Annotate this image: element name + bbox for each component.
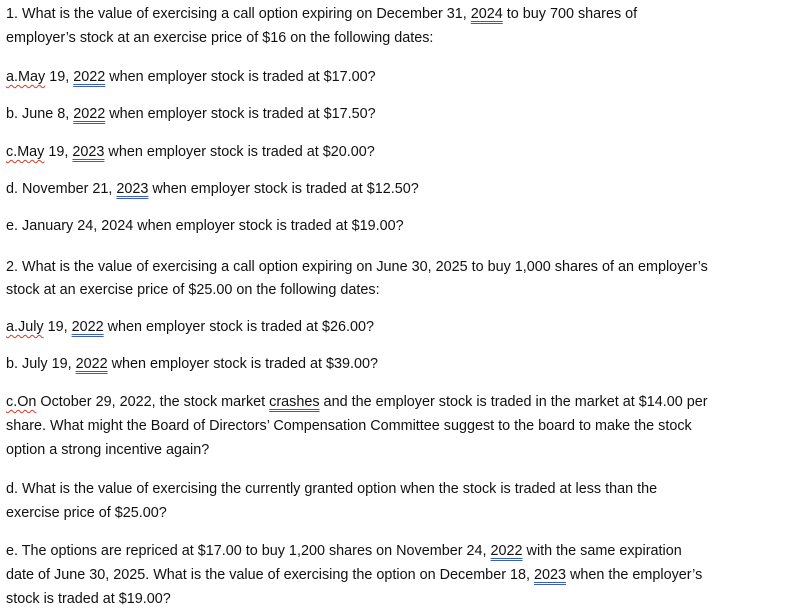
q2-item-b xyxy=(6,354,378,374)
q2-item-d-line-1: d. What is the value of exercising the currently granted option when the stock is traded at less than the xyxy=(6,481,658,497)
q1-a-rest: when employer stock is traded at $17.00? xyxy=(105,69,376,85)
q2-e-year-1: 2022 xyxy=(490,543,523,559)
q2-b-year: 2022 xyxy=(75,356,108,372)
q2-e-text-2-end: when the employer’s xyxy=(566,567,703,583)
q1-item-c xyxy=(6,142,375,162)
q2-item-c-line-3: option a strong incentive again? xyxy=(6,442,210,458)
q1-intro-line-1 xyxy=(6,4,637,24)
q2-item-e-line-1 xyxy=(6,541,682,561)
q2-e-year-2: 2023 xyxy=(534,567,567,583)
q1-intro-line-2: employer’s stock at an exercise price of $16 on the following dates: xyxy=(6,30,434,46)
q2-item-c-line-1 xyxy=(6,392,708,412)
q1-item-a xyxy=(6,67,376,87)
q1-c-year: 2023 xyxy=(72,144,105,160)
q2-a-year: 2022 xyxy=(71,319,104,335)
q2-a-rest: when employer stock is traded at $26.00? xyxy=(103,319,375,335)
q1-a-year: 2022 xyxy=(73,69,106,85)
q2-c-prefix: c.On xyxy=(6,394,37,410)
q2-e-text-2: date of June 30, 2025. What is the value of exercising the option on December 18, xyxy=(6,567,534,583)
q2-a-day: 19, xyxy=(43,319,72,335)
q1-c-day: 19, xyxy=(44,144,73,160)
q2-b-rest: when employer stock is traded at $39.00? xyxy=(107,356,378,372)
q1-c-rest: when employer stock is traded at $20.00? xyxy=(104,144,375,160)
q2-item-e-line-2 xyxy=(6,565,702,585)
q1-a-day: 19, xyxy=(45,69,74,85)
q2-intro-line-2: stock at an exercise price of $25.00 on the following dates: xyxy=(6,282,380,298)
q1-item-e: e. January 24, 2024 when employer stock is traded at $19.00? xyxy=(6,218,404,234)
q1-intro-text-end: to buy 700 shares of xyxy=(502,6,638,22)
q2-item-a xyxy=(6,317,374,337)
q1-intro-text: 1. What is the value of exercising a call option expiring on December 31, xyxy=(6,6,471,22)
q2-a-prefix: a.July xyxy=(6,319,44,335)
q2-c-crashes: crashes xyxy=(269,394,320,410)
q2-intro-line-1: 2. What is the value of exercising a call option expiring on June 30, 2025 to buy 1,000 shares of an employer’s xyxy=(6,259,708,275)
q1-a-prefix: a.May xyxy=(6,69,46,85)
q2-item-c-line-2: share. What might the Board of Directors’ Compensation Committee suggest to the board to make the stock xyxy=(6,418,692,434)
q1-d-prefix: d. November 21, xyxy=(6,181,117,197)
q1-b-prefix: b. June 8, xyxy=(6,106,74,122)
q2-item-d-line-2: exercise price of $25.00? xyxy=(6,505,167,521)
q2-e-text: e. The options are repriced at $17.00 to buy 1,200 shares on November 24, xyxy=(6,543,491,559)
q2-b-prefix: b. July 19, xyxy=(6,356,76,372)
q2-item-e-line-3: stock is traded at $19.00? xyxy=(6,591,171,607)
q1-intro-year: 2024 xyxy=(470,6,503,22)
q2-c-text: October 29, 2022, the stock market xyxy=(36,394,270,410)
q1-d-year: 2023 xyxy=(116,181,149,197)
q1-item-d xyxy=(6,179,419,199)
q1-item-b xyxy=(6,104,376,124)
q2-c-text-end: and the employer stock is traded in the market at $14.00 per xyxy=(319,394,708,410)
q1-b-year: 2022 xyxy=(73,106,106,122)
q2-e-text-end: with the same expiration xyxy=(522,543,682,559)
q1-c-prefix: c.May xyxy=(6,144,45,160)
q1-d-rest: when employer stock is traded at $12.50? xyxy=(148,181,419,197)
q1-b-rest: when employer stock is traded at $17.50? xyxy=(105,106,376,122)
